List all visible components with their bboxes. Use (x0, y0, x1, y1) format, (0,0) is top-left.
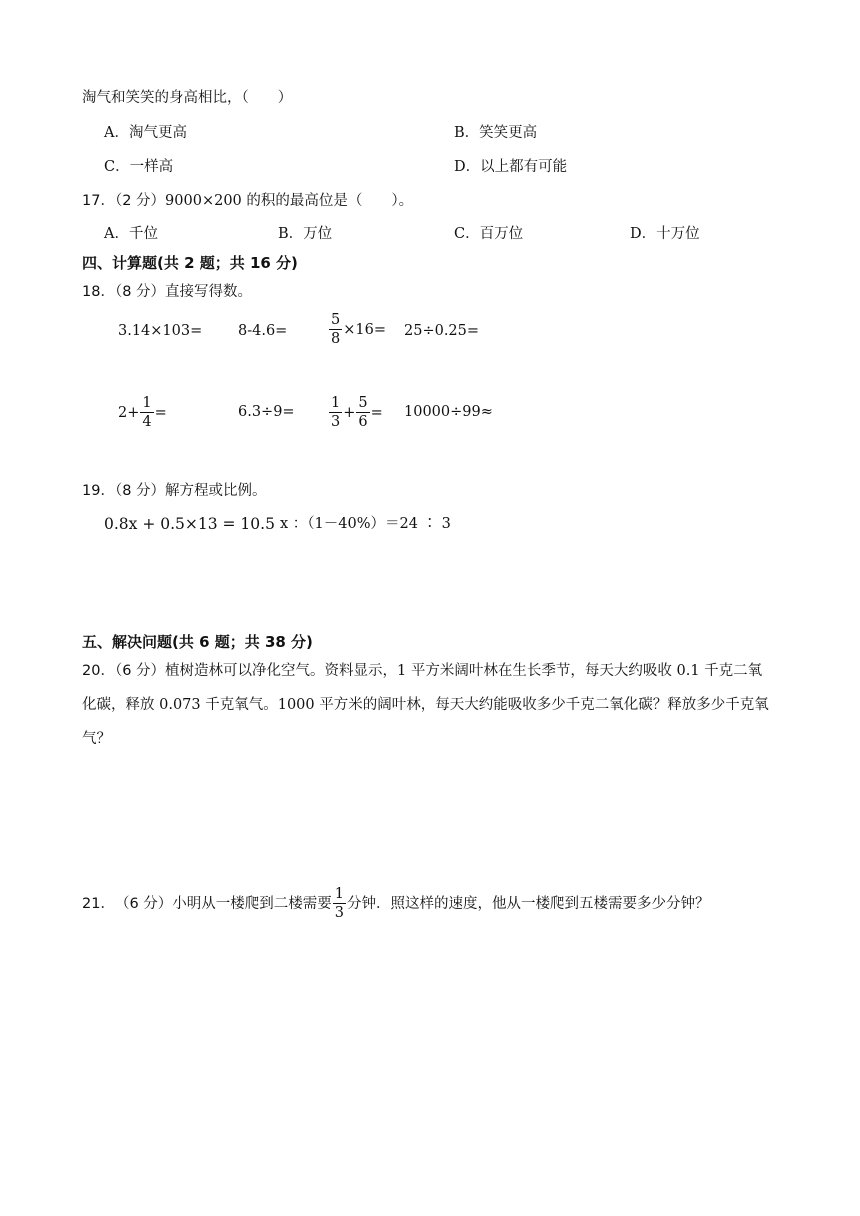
fraction: $\frac{1}{4}$ (142, 395, 152, 430)
q16-stem: 淘气和笑笑的身高相比，（ ） (82, 90, 293, 106)
q21-text-after: 分钟．照这样的速度，他从一楼爬到五楼需要多少分钟？ (347, 895, 710, 912)
q17-option-c: C．百万位 (454, 226, 524, 242)
q17-option-d: D．十万位 (630, 226, 700, 242)
q21-number: 21． (82, 895, 115, 912)
q20-line-2: 化碳，释放 0.073 千克氧气。1000 平方米的阔叶林，每天大约能吸收多少千克二氧化碳？释放多少千克氧 (82, 697, 769, 713)
q20-number: 20． (82, 663, 115, 679)
q20-text-1: 植树造林可以净化空气。资料显示，1 平方米阔叶林在生长季节，每天大约吸收 0.1 千克二氧 (165, 663, 763, 679)
q16-option-c: C．一样高 (104, 159, 174, 175)
q18-item-7: $\frac{1}{3}$ + $\frac{5}{6}$ = (331, 395, 383, 430)
q16-option-a: A．淘气更高 (104, 125, 187, 141)
q18-item-4: 25÷0.25= (404, 323, 480, 339)
q19-equation-2: x ：（1－40%）＝24 ∶ 3 (280, 516, 451, 532)
q20-line-1 (82, 661, 762, 681)
q17-score: （2 分） (114, 193, 166, 209)
q16-option-d: D．以上都有可能 (454, 159, 568, 175)
fraction: $\frac{5}{6}$ (358, 395, 368, 430)
section4-title: 四、计算题(共 2 题；共 16 分) (82, 254, 298, 272)
q17-option-a: A．千位 (104, 226, 158, 242)
q17-line (82, 191, 413, 211)
q18-item-8: 10000÷99≈ (404, 404, 493, 420)
q19-stem: 解方程或比例。 (165, 483, 267, 499)
q17-number: 17． (82, 193, 115, 209)
fraction: $\frac{5}{8}$ (331, 312, 341, 347)
q16-option-b: B．笑笑更高 (454, 125, 538, 141)
q18-score: （8 分） (114, 284, 166, 300)
q21-line (82, 885, 710, 922)
q21-text-before: 小明从一楼爬到二楼需要 (172, 895, 332, 912)
q18-line (82, 282, 252, 302)
q18-item-3: $\frac{5}{8}$ ×16= (331, 312, 386, 347)
q18-item-5: 2+ $\frac{1}{4}$ = (118, 395, 167, 430)
q21-score: （6 分） (114, 895, 173, 912)
q18-number: 18． (82, 284, 115, 300)
q19-equation-1: 0.8x + 0.5×13 = 10.5 (104, 515, 275, 533)
q17-stem: 9000×200 的积的最高位是（ ）。 (165, 193, 414, 209)
q19-score: （8 分） (114, 483, 166, 499)
q18-stem: 直接写得数。 (165, 284, 253, 300)
q18-item-1: 3.14×103= (118, 323, 203, 339)
section5-title: 五、解决问题(共 6 题；共 38 分) (82, 633, 313, 651)
q17-option-b: B．万位 (278, 226, 333, 242)
q18-item-6: 6.3÷9= (238, 404, 295, 420)
fraction: $\frac{1}{3}$ (334, 886, 345, 921)
q19-line (82, 481, 267, 501)
q18-item-2: 8-4.6= (238, 323, 288, 339)
fraction: $\frac{1}{3}$ (331, 395, 341, 430)
q19-number: 19． (82, 483, 115, 499)
q20-line-3: 气？ (82, 731, 111, 747)
q20-score: （6 分） (114, 663, 166, 679)
